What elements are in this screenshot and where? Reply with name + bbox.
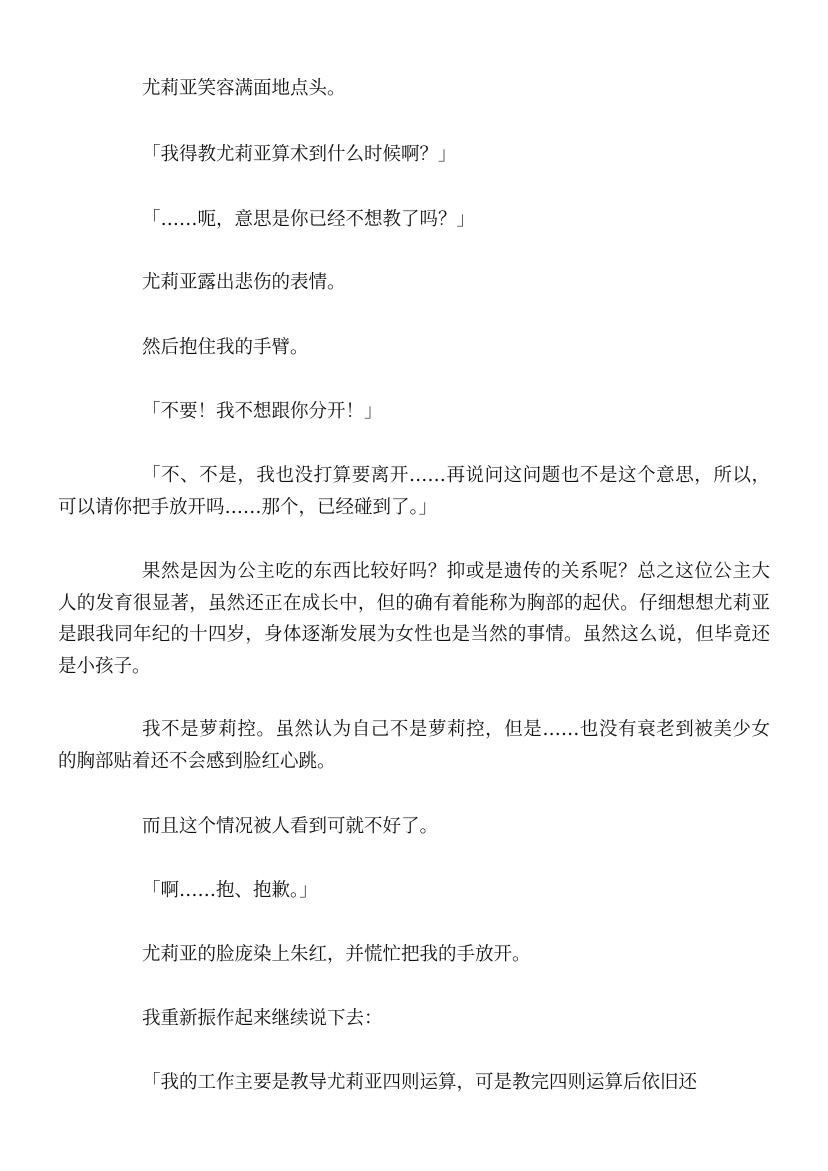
paragraph-3: 「……呃，意思是你已经不想教了吗？」 xyxy=(142,209,476,230)
paragraph-4: 尤莉亚露出悲伤的表情。 xyxy=(142,272,346,293)
paragraph-6: 「不要！我不想跟你分开！」 xyxy=(142,401,383,422)
paragraph-8: 果然是因为公主吃的东西比较好吗？抑或是遗传的关系呢？总之这位公主大人的发育很显著，虽然还正在成长中，但的确有着能称为胸部的起伏。仔细想想尤莉亚是跟我同年纪的十四岁，身体逐渐发展为女性也是当然的事情。虽然这么说，但毕竟还是小孩子。 xyxy=(58,561,770,677)
paragraph-13: 我重新振作起来继续说下去： xyxy=(142,1008,383,1029)
paragraph-12: 尤莉亚的脸庞染上朱红，并慌忙把我的手放开。 xyxy=(142,944,531,965)
paragraph-1: 尤莉亚笑容满面地点头。 xyxy=(142,78,346,99)
paragraph-5: 然后抱住我的手臂。 xyxy=(142,337,309,358)
paragraph-14: 「我的工作主要是教导尤莉亚四则运算，可是教完四则运算后依旧还 xyxy=(142,1072,698,1093)
paragraph-11: 「啊……抱、抱歉。」 xyxy=(142,880,318,901)
paragraph-2: 「我得教尤莉亚算术到什么时候啊？」 xyxy=(142,144,457,165)
paragraph-10: 而且这个情况被人看到可就不好了。 xyxy=(142,816,439,837)
paragraph-9: 我不是萝莉控。虽然认为自己不是萝莉控，但是……也没有衰老到被美少女的胸部贴着还不会感到脸红心跳。 xyxy=(58,719,770,772)
paragraph-7: 「不、不是，我也没打算要离开……再说问这问题也不是这个意思，所以，可以请你把手放开吗……那个，已经碰到了。」 xyxy=(58,465,770,518)
